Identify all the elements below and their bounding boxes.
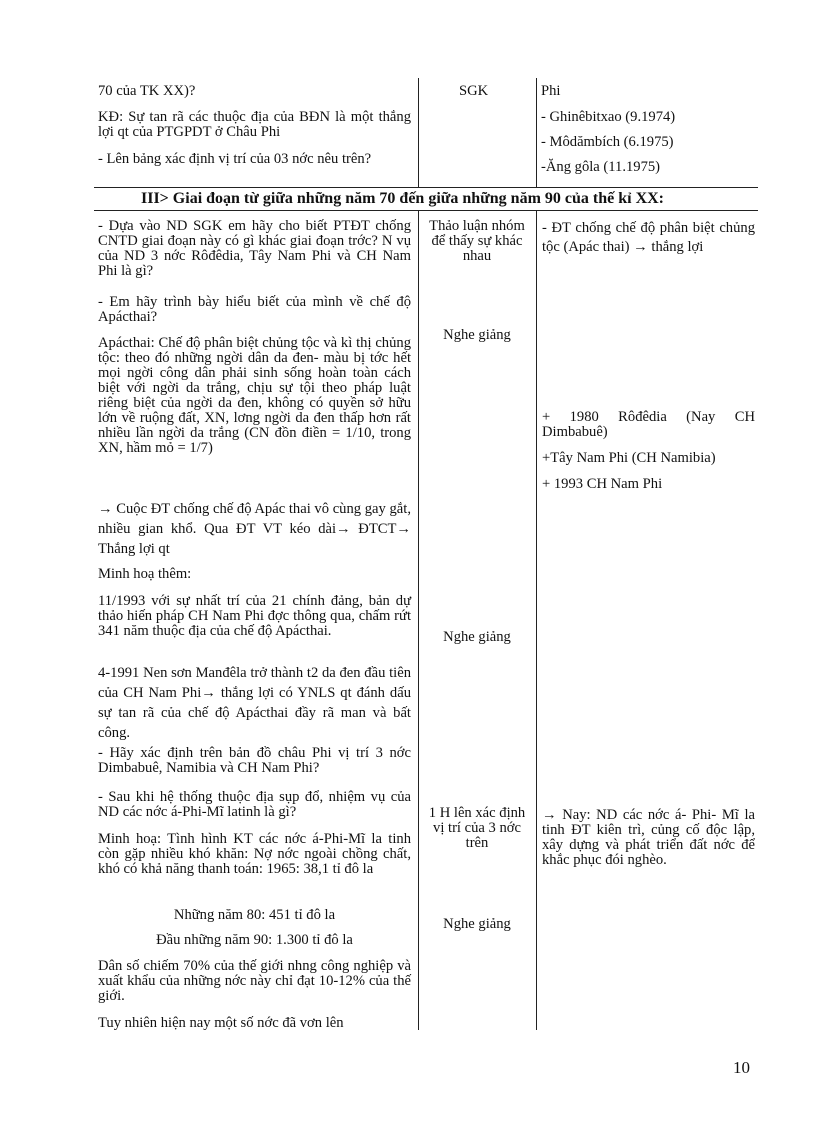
c1-however: Tuy nhiên hiện nay một số nớc đã vơn lên	[98, 1015, 344, 1031]
c1-r1-question: - Lên bảng xác định vị trí của 03 nớc nêu trên?	[98, 151, 372, 167]
c2-nghe-giang-2: Nghe giảng	[443, 629, 511, 645]
c3-r1-item1: - Ghinêbitxao (9.1974)	[541, 109, 676, 125]
c1-r1-conclusion: KĐ: Sự tan rã các thuộc địa của BĐN là một thắng lợi qt của PTGPDT ở Châu Phi	[98, 109, 411, 140]
c2-len-xac-dinh: 1 H lên xác định vị trí của 3 nớc trên	[428, 805, 526, 851]
c3-r1-item3: -Ăng gôla (11.1975)	[541, 159, 661, 175]
c1-r1-line1: 70 của TK XX)?	[98, 83, 196, 99]
section-heading: III> Giai đoạn từ giữa những năm 70 đến giữa những năm 90 của thế kỉ XX:	[141, 190, 665, 207]
c1-minh-hoa: Minh hoạ thêm:	[98, 566, 192, 582]
c2-sgk: SGK	[459, 83, 489, 99]
row-divider-heading	[94, 210, 758, 211]
c3-task: → Nay: ND các nớc á- Phi- Mĩ la tinh ĐT kiên trì, củng cố độc lập, xây dựng và phát triển đất nớc để khắc phục đói nghèo.	[542, 807, 755, 868]
c3-namibia: +Tây Nam Phi (CH Namibia)	[542, 450, 716, 466]
c3-r1-phi: Phi	[541, 83, 561, 99]
c3-1993: + 1993 CH Nam Phi	[542, 476, 663, 492]
c3-r1-item2: - Môdămbích (6.1975)	[541, 134, 674, 150]
c1-economy: Minh hoạ: Tình hình KT các nớc á-Phi-Mĩ la tinh còn gặp nhiều khó khăn: Nợ nớc ngoài chồng chất, khó có khả năng thanh toán: 1965: 38,1 tỉ đô la	[98, 831, 411, 877]
c2-thao-luan: Thảo luận nhóm để thấy sự khác nhau	[429, 218, 525, 264]
c1-1993: 11/1993 với sự nhất trí của 21 chính đảng, bản dự thảo hiến pháp CH Nam Phi đợc thông qua, chấm rứt 341 năm thuộc địa của chế độ Apácthai.	[98, 593, 411, 639]
c2-nghe-giang-1: Nghe giảng	[443, 327, 511, 343]
column-divider-2	[536, 78, 537, 188]
c1-struggle: → Cuộc ĐT chống chế độ Apác thai vô cùng gay gắt, nhiều gian khổ. Qua ĐT VT kéo dài→ ĐTCT→ Thắng lợi qt	[98, 501, 411, 557]
page-number: 10	[733, 1058, 750, 1077]
c3-apacthai-struggle: - ĐT chống chế độ phân biệt chủng tộc (Apác thai) → thắng lợi	[542, 220, 755, 255]
c2-nghe-giang-3: Nghe giảng	[443, 916, 511, 932]
c1-80s: Những năm 80: 451 tỉ đô la	[173, 907, 336, 923]
c1-1991: 4-1991 Nen sơn Manđêla trở thành t2 da đen đầu tiên của CH Nam Phi→ thắng lợi có YNLS qt đánh dấu sự tan rã của chế độ Apácthai đầy rã man và bất công.	[98, 665, 411, 741]
c1-90s: Đầu những năm 90: 1.300 tỉ đô la	[156, 932, 353, 948]
column-divider-1b	[418, 210, 419, 1030]
column-divider-2b	[536, 210, 537, 1030]
column-divider-1	[418, 78, 419, 188]
c1-task-question: - Sau khi hệ thống thuộc địa sụp đổ, nhiệm vụ của ND các nớc á-Phi-Mĩ latinh là gì?	[98, 789, 411, 820]
c1-population: Dân số chiếm 70% của thế giới nhng công nghiệp và xuất khẩu của những nớc này chỉ đạt 10-12% của thế giới.	[98, 958, 411, 1004]
c1-apacthai: Apácthai: Chế độ phân biệt chủng tộc và kì thị chủng tộc: theo đó những ngời dân da đen- màu bị tớc hết mọi ngời công dân phải sinh sống hoàn toàn cách biệt với ngời da trắng, chịu sự tội theo pháp luật riêng biệt của ngời da đen, không có quyền sở hữu lớn về ruộng đất, XN, lơng ngời da đen thấp hơn rất nhiều lần ngời da trắng (CN đồn điền = 1/10, trong XN, hầm mỏ = 1/7)	[98, 335, 411, 456]
c3-1980: + 1980 Rôđêdia (Nay CH Dimbabuê)	[542, 409, 755, 440]
row-divider-top	[94, 187, 758, 188]
c1-map-question: - Hãy xác định trên bản đồ châu Phi vị trí 3 nớc Dimbabuê, Namibia và CH Nam Phi?	[98, 745, 411, 776]
c1-q1: - Dựa vào ND SGK em hãy cho biết PTĐT chống CNTD giai đoạn này có gì khác giai đoạn trớc? N vụ của ND 3 nớc Rôđêdia, Tây Nam Phi và CH Nam Phi là gì?	[98, 218, 411, 279]
c1-q2: - Em hãy trình bày hiểu biết của mình về chế độ Apácthai?	[98, 294, 411, 325]
